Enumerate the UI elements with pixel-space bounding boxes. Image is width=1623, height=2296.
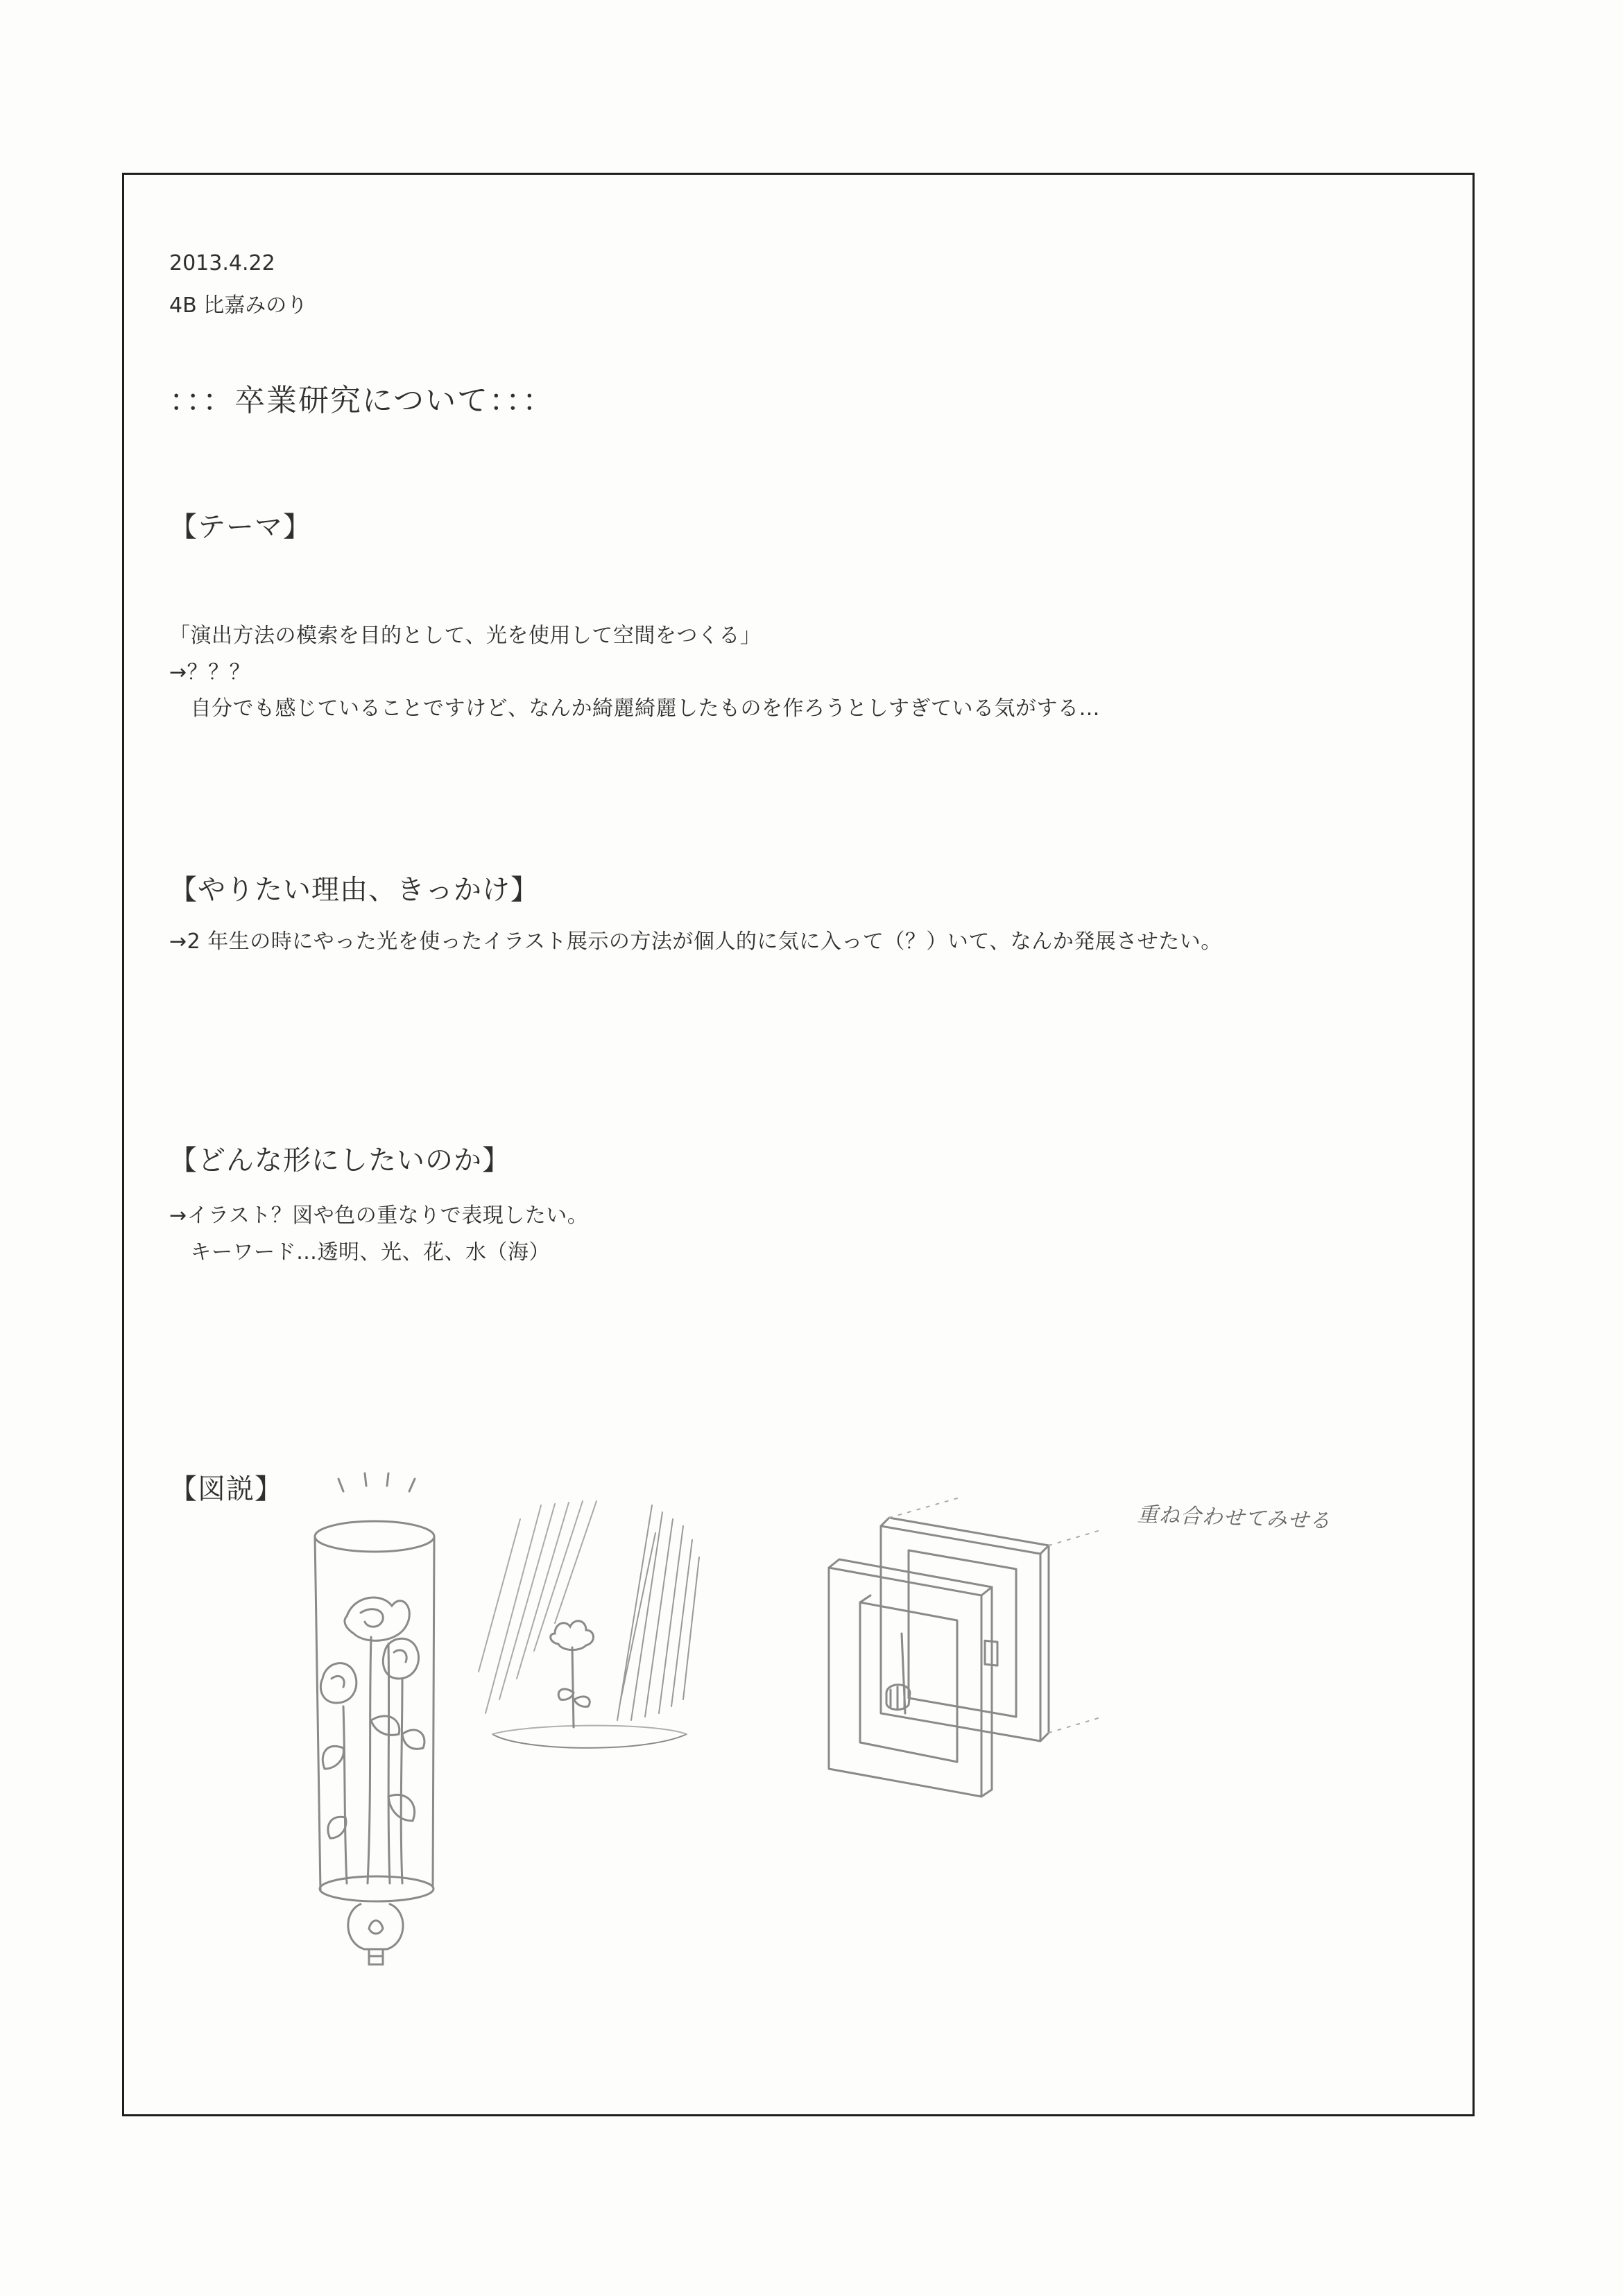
spotlight-flower-sketch	[479, 1491, 714, 1755]
glass-tube-roses-sketch	[305, 1471, 486, 1970]
form-line-2: キーワード…透明、光、花、水（海）	[169, 1240, 550, 1265]
form-line-1: →イラスト？図や色の重なりで表現したい。	[169, 1203, 589, 1228]
figure-heading: 【図説】	[169, 1473, 283, 1505]
form-heading: 【どんな形にしたいのか】	[169, 1145, 510, 1176]
reason-line-1: →2 年生の時にやった光を使ったイラスト展示の方法が個人的に気に入って（？）いて、なんか発展させたい。	[169, 929, 1222, 954]
handwritten-note: 重ね合わせてみせる	[1137, 1502, 1332, 1534]
reason-heading: 【やりたい理由、きっかけ】	[169, 874, 539, 906]
layered-frames-sketch	[818, 1484, 1110, 1804]
theme-line-1: 「演出方法の模索を目的として、光を使用して空間をつくる」	[169, 624, 762, 648]
document-date: 2013.4.22	[169, 251, 275, 275]
theme-heading: 【テーマ】	[169, 511, 311, 543]
theme-line-3: 自分でも感じていることですけど、なんか綺麗綺麗したものを作ろうとしすぎている気がする…	[169, 696, 1100, 721]
document-author: 4B 比嘉みのり	[169, 293, 308, 318]
theme-line-2: →？？？	[169, 660, 251, 685]
document-title: ：：：卒業研究について：：：	[169, 383, 555, 418]
